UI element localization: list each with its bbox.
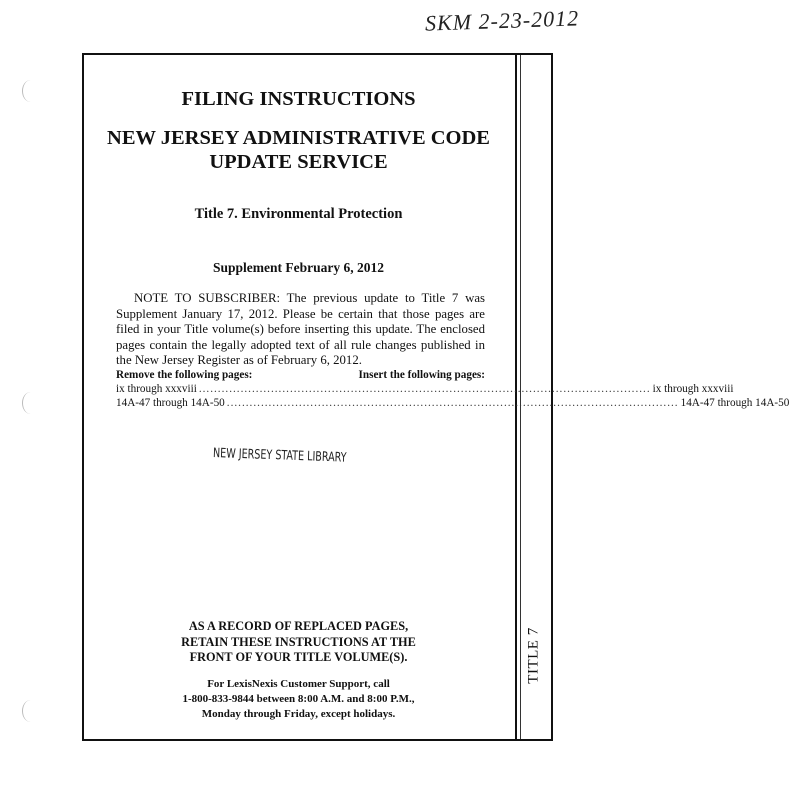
code-title: NEW JERSEY ADMINISTRATIVE CODE UPDATE SERVICE [107,127,490,173]
leader-dots: ....................................................................................................................... [226,397,679,409]
leader-dots: ....................................................................................................................... [198,383,651,395]
table-row [116,382,734,396]
remove-pages: 14A-47 through 14A-50 [116,397,225,409]
binder-hole-mark [22,700,39,722]
pages-table [116,368,789,410]
binder-hole-mark [22,80,39,102]
table-row [116,396,789,410]
remove-pages: ix through xxxviii [116,383,197,395]
note-to-subscriber: NOTE TO SUBSCRIBER: The previous update to Title 7 was Supplement January 17, 2012. Please be certain that those pages are filed in your Title volume(s) before inserting this update. The enclosed pages contain the legally adopted text of all rule changes published in the New Jersey Register as of February 6, 2012. [116,291,485,367]
handwritten-note: SKM 2-23-2012 [424,5,580,36]
sidebar-label: TITLE 7 [525,626,542,684]
insert-pages: ix through xxxviii [652,383,734,395]
title-subject: Title 7. Environmental Protection [194,206,403,222]
page-title: FILING INSTRUCTIONS [181,88,416,110]
library-stamp: NEW JERSEY STATE LIBRARY [212,446,347,466]
remove-header: Remove the following pages: [116,369,253,381]
insert-header: Insert the following pages: [358,369,485,381]
insert-pages: 14A-47 through 14A-50 [680,397,789,409]
pages-table-header [116,368,485,382]
binder-hole-mark [22,392,39,414]
customer-support: For LexisNexis Customer Support, call 1-800-833-9844 between 8:00 A.M. and 8:00 P.M., Monday through Friday, except holidays. [182,678,415,720]
record-notice: AS A RECORD OF REPLACED PAGES, RETAIN THESE INSTRUCTIONS AT THE FRONT OF YOUR TITLE VOLUME(S). [181,619,416,664]
supplement-date: Supplement February 6, 2012 [212,260,384,275]
